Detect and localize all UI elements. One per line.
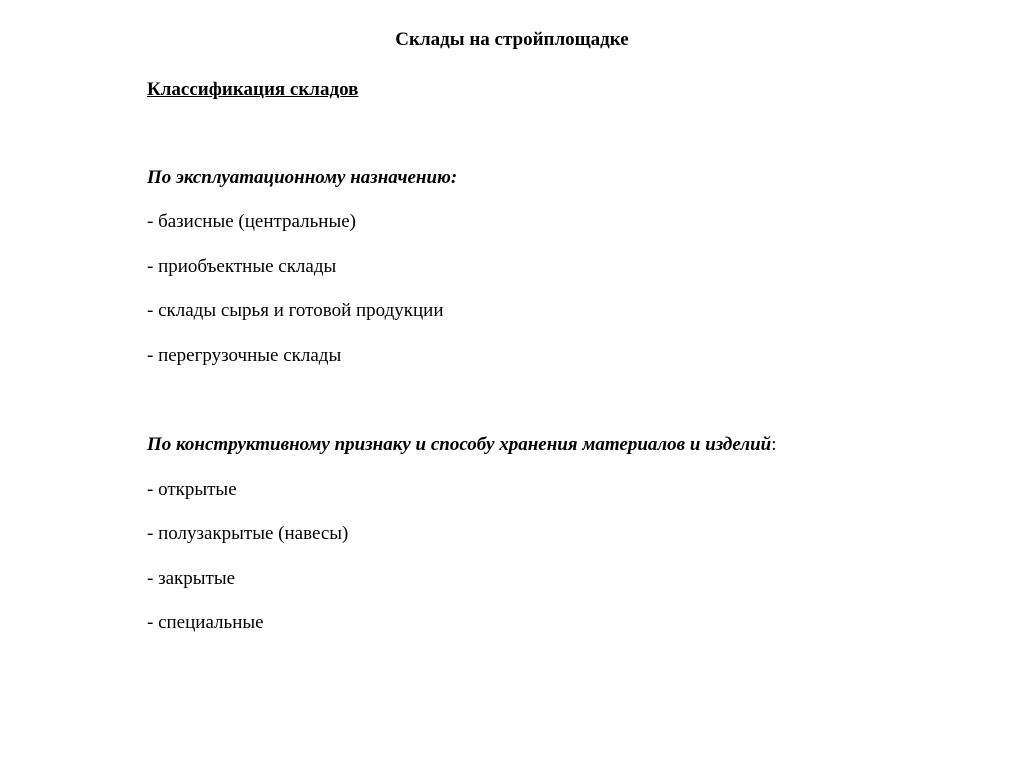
section-heading-construction [147, 433, 776, 457]
list-item: - перегрузочные склады [147, 345, 342, 366]
section-heading-purpose: По эксплуатационному назначению: [147, 167, 458, 188]
list-item: - базисные (центральные) [147, 211, 356, 232]
section-heading-colon: : [771, 434, 777, 455]
list-item: - полузакрытые (навесы) [147, 523, 349, 544]
section-heading-text: По конструктивному признаку и способу хранения материалов и изделий [147, 434, 772, 455]
page-title: Склады на стройплощадке [395, 29, 629, 50]
list-item: - открытые [147, 479, 237, 500]
list-item: - приобъектные склады [147, 256, 337, 277]
list-item: - специальные [147, 612, 264, 633]
list-item: - закрытые [147, 568, 236, 589]
subtitle: Классификация складов [147, 79, 359, 100]
list-item: - склады сырья и готовой продукции [147, 300, 444, 321]
